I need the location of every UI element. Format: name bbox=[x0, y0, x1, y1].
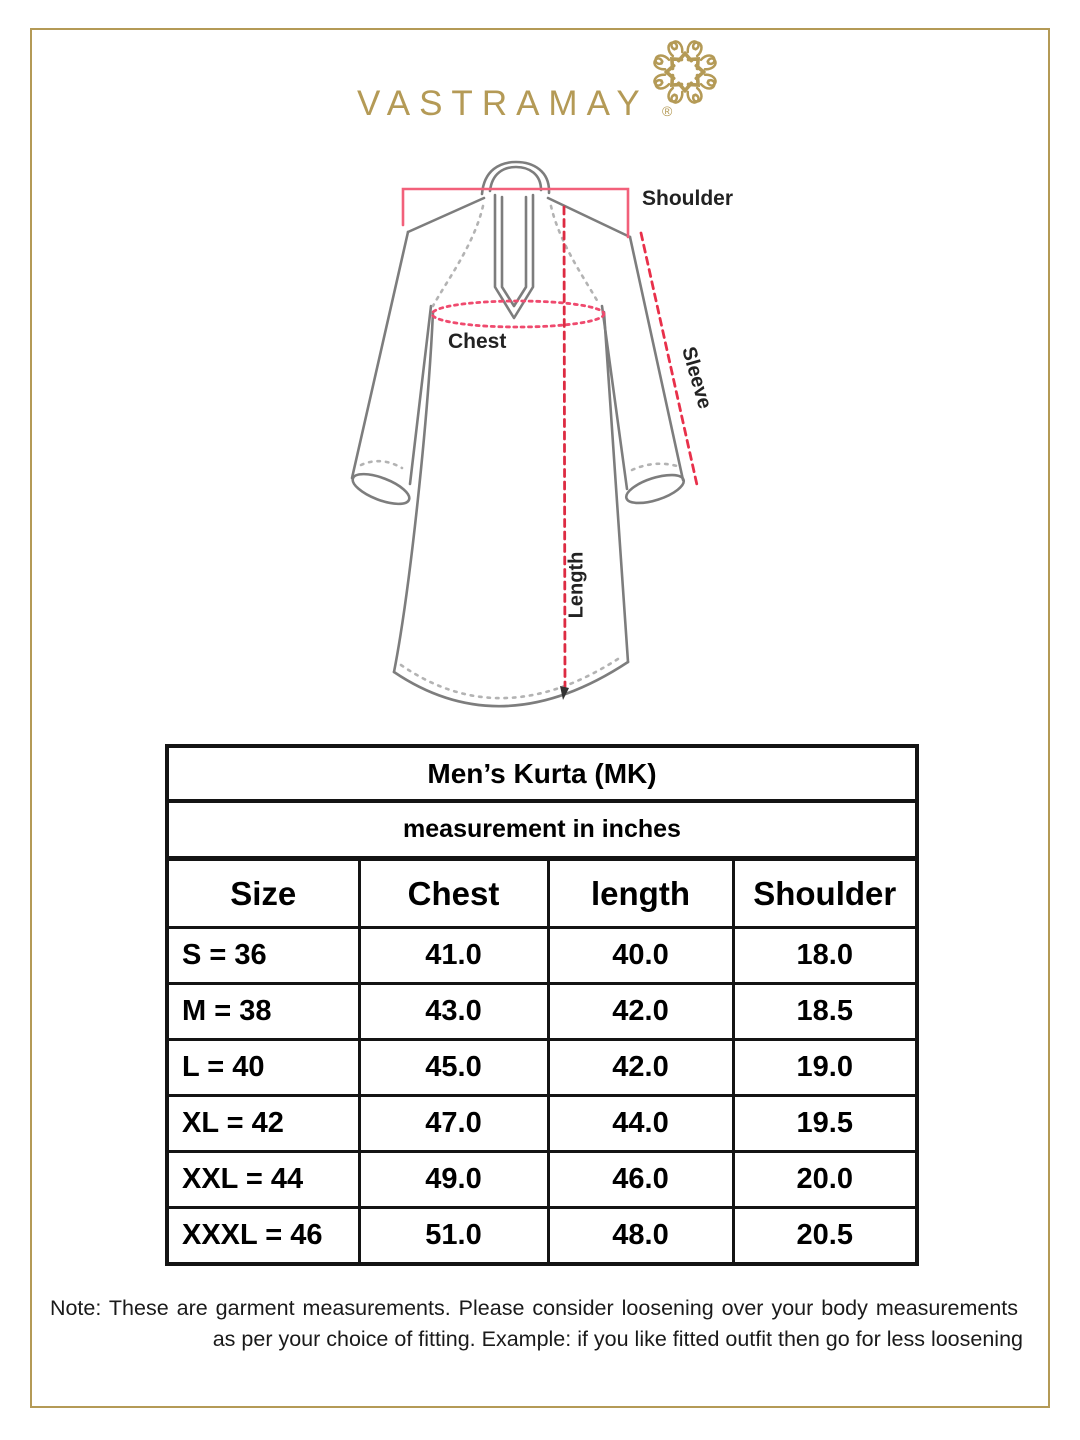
size-chart-table bbox=[165, 744, 919, 1266]
cell-size: XL = 42 bbox=[167, 1096, 359, 1152]
cell-size: L = 40 bbox=[167, 1040, 359, 1096]
cell-shoulder: 19.5 bbox=[733, 1096, 917, 1152]
cell-size: S = 36 bbox=[167, 928, 359, 984]
shoulder-label: Shoulder bbox=[642, 187, 734, 210]
table-row bbox=[167, 1096, 917, 1152]
length-label: Length bbox=[565, 551, 588, 619]
table-row bbox=[167, 984, 917, 1040]
table-subtitle-row bbox=[167, 801, 917, 859]
kurta-seam-stitches bbox=[361, 206, 677, 698]
cell-shoulder: 18.0 bbox=[733, 928, 917, 984]
kurta-outline-drawing bbox=[330, 160, 750, 730]
chest-measure-ellipse bbox=[432, 301, 604, 327]
cell-shoulder: 19.0 bbox=[733, 1040, 917, 1096]
column-header-shoulder: Shoulder bbox=[733, 859, 917, 928]
column-header-length: length bbox=[548, 859, 733, 928]
cell-shoulder: 20.5 bbox=[733, 1208, 917, 1265]
chest-label: Chest bbox=[448, 330, 507, 353]
cell-shoulder: 18.5 bbox=[733, 984, 917, 1040]
cell-chest: 43.0 bbox=[359, 984, 548, 1040]
column-header-size: Size bbox=[167, 859, 359, 928]
measurement-note bbox=[45, 1293, 1023, 1355]
cell-chest: 49.0 bbox=[359, 1152, 548, 1208]
kurta-measurement-diagram bbox=[330, 160, 750, 730]
table-subtitle: measurement in inches bbox=[167, 801, 917, 859]
cell-length: 48.0 bbox=[548, 1208, 733, 1265]
cell-length: 42.0 bbox=[548, 984, 733, 1040]
cell-size: XXL = 44 bbox=[167, 1152, 359, 1208]
table-title-row bbox=[167, 746, 917, 801]
note-line-1: Note: These are garment measurements. Please consider loosening over your body measurements bbox=[49, 1296, 1019, 1320]
cell-length: 42.0 bbox=[548, 1040, 733, 1096]
cell-length: 44.0 bbox=[548, 1096, 733, 1152]
cell-size: XXXL = 46 bbox=[167, 1208, 359, 1265]
table-row bbox=[167, 1208, 917, 1265]
table-row bbox=[167, 928, 917, 984]
cell-shoulder: 20.0 bbox=[733, 1152, 917, 1208]
brand-name: VASTRAMAY bbox=[357, 84, 649, 123]
cell-length: 40.0 bbox=[548, 928, 733, 984]
registered-trademark-symbol: ® bbox=[662, 103, 673, 119]
shoulder-measure-line bbox=[403, 189, 628, 237]
table-row bbox=[167, 1040, 917, 1096]
kurta-outline bbox=[349, 162, 687, 706]
cell-chest: 47.0 bbox=[359, 1096, 548, 1152]
sleeve-label: Sleeve bbox=[677, 344, 716, 412]
cell-size: M = 38 bbox=[167, 984, 359, 1040]
cell-chest: 41.0 bbox=[359, 928, 548, 984]
cell-chest: 51.0 bbox=[359, 1208, 548, 1265]
table-title: Men’s Kurta (MK) bbox=[167, 746, 917, 801]
column-header-chest: Chest bbox=[359, 859, 548, 928]
table-row bbox=[167, 1152, 917, 1208]
note-line-2: as per your choice of fitting. Example: if you like fitted outfit then go for less loosening bbox=[212, 1327, 1023, 1351]
brand-ornament-icon bbox=[646, 34, 724, 110]
table-header-row bbox=[167, 859, 917, 928]
cell-chest: 45.0 bbox=[359, 1040, 548, 1096]
cell-length: 46.0 bbox=[548, 1152, 733, 1208]
